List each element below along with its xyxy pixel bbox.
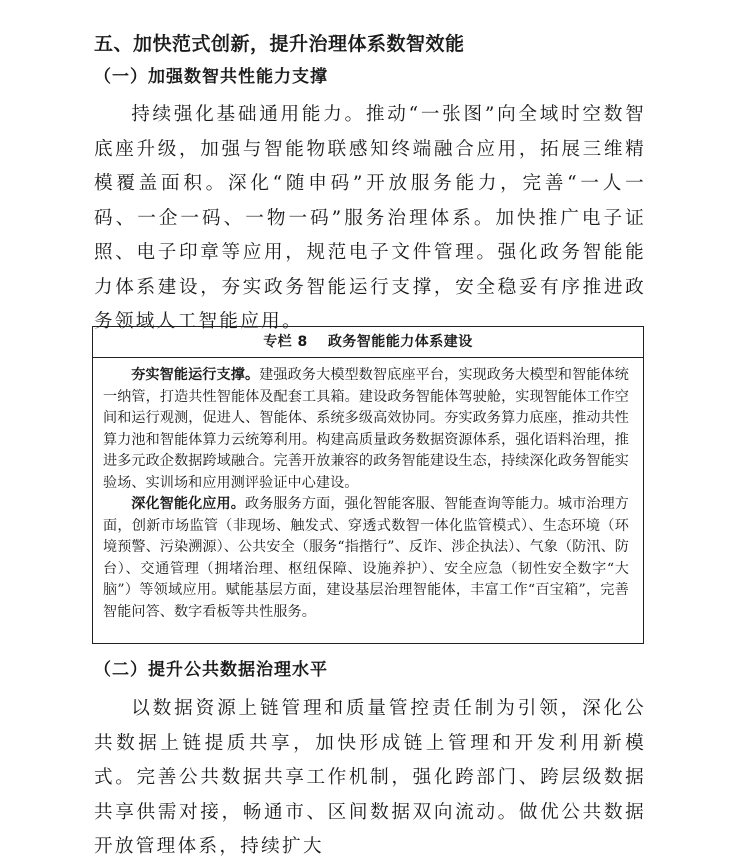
- sidebar-box-header: [93, 327, 643, 358]
- subsection-title-2: （二）提升公共数据治理水平: [94, 660, 328, 680]
- subsection-title-1: （一）加强数智共性能力支撑: [94, 67, 328, 87]
- sidebar-item-lead: 夯实智能运行支撑。: [131, 367, 260, 383]
- sidebar-item: [103, 494, 629, 623]
- body-paragraph-2: 以数据资源上链管理和质量管控责任制为引领，深化公共数据上链提质共享，加快形成链上管理和开发利用新模式。完善公共数据共享工作机制，强化跨部门、跨层级数据共享供需对接，畅通市、区间数据双向流动。做优公共数据开放管理体系，持续扩大: [94, 698, 646, 857]
- sidebar-box-label: 专栏 8: [263, 334, 308, 350]
- body-paragraph-1: 持续强化基础通用能力。推动“一张图”向全域时空数智底座升级，加强与智能物联感知终端融合应用，拓展三维精模覆盖面积。深化“随申码”开放服务能力，完善“一人一码、一企一码、一物一码”服务治理体系。加快推广电子证照、电子印章等应用，规范电子文件管理。强化政务智能能力体系建设，夯实政务智能运行支撑，安全稳妥有序推进政务领域人工智能应用。: [94, 104, 646, 332]
- sidebar-item-text: 建强政务大模型数智底座平台，实现政务大模型和智能体统一纳管，打造共性智能体及配套工具箱。建设政务智能体驾驶舱，实现智能体工作空间和运行观测，促进人、智能体、系统多级高效协同。夯实政务算力底座，推动共性算力池和智能体算力云统筹利用。构建高质量政务数据资源体系，强化语料治理，推进多元政企数据跨域融合。完善开放兼容的政务智能建设生态，持续深化政务智能实验场、实训场和应用测评验证中心建设。: [103, 367, 629, 491]
- sidebar-box: [92, 326, 644, 644]
- sidebar-box-body: [93, 358, 643, 623]
- sidebar-item-text: 政务服务方面，强化智能客服、智能查询等能力。城市治理方面，创新市场监管（非现场、触发式、穿透式数智一体化监管模式）、生态环境（环境预警、污染溯源）、公共安全（服务“指揩行”、反诈、涉企执法）、气象（防汛、防台）、交通管理（拥堵治理、枢纽保障、设施养护）、安全应急（韧性安全数字“大脑”）等领域应用。赋能基层方面，建设基层治理智能体，丰富工作“百宝箱”，完善智能问答、数字看板等共性服务。: [103, 496, 629, 620]
- sidebar-item-lead: 深化智能化应用。: [131, 496, 245, 512]
- section-title: 五、加快范式创新，提升治理体系数智效能: [94, 33, 465, 55]
- sidebar-item: [103, 365, 629, 494]
- sidebar-box-title: 政务智能能力体系建设: [327, 334, 473, 350]
